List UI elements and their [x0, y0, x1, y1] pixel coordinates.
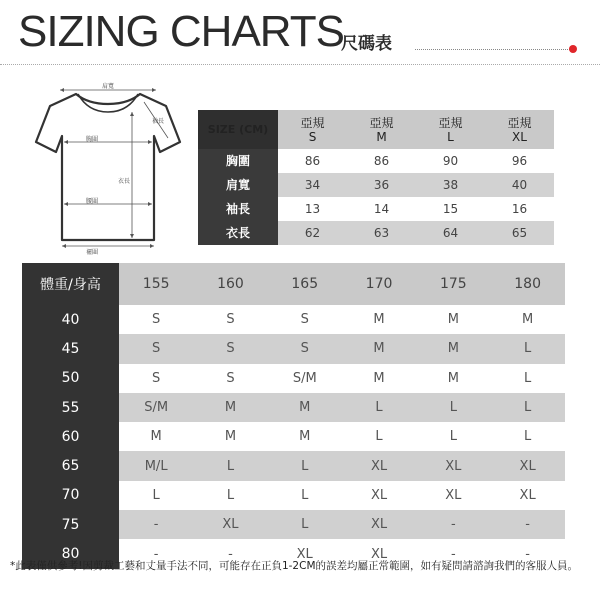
measurement-label: 衣長 — [198, 221, 278, 245]
table-cell: L — [301, 487, 309, 503]
table-cell: M — [224, 429, 237, 445]
table-cell: S — [193, 334, 267, 363]
table-cell: 16 — [511, 202, 528, 216]
weight-label: 55 — [22, 393, 119, 422]
weight-label: 45 — [22, 334, 119, 363]
table-row — [22, 510, 565, 539]
chest-label: 胸圍 — [86, 136, 99, 143]
table-cell: L — [490, 334, 564, 363]
table-cell: S/M — [119, 393, 193, 422]
table-cell: L — [268, 510, 342, 539]
table-row — [22, 305, 565, 334]
table-cell: 36 — [347, 173, 416, 197]
table-cell: M — [373, 370, 385, 386]
table-cell: L — [490, 393, 564, 422]
tshirt-outline-icon — [28, 72, 190, 257]
table-row — [22, 334, 565, 363]
disclaimer-note: *此表僅供參考!因剪裁工藝和丈量手法不同，可能存在正負1-2CM的誤差均屬正常範圍，如有疑問請諮詢我們的客服人員。 — [10, 560, 578, 572]
height-header: 155 — [119, 263, 193, 305]
table-cell: L — [193, 451, 267, 480]
table-row — [22, 422, 565, 451]
column-size-label: S — [308, 129, 317, 144]
table-cell: L — [342, 393, 416, 422]
table-row — [198, 149, 554, 173]
table-cell: XL — [445, 487, 462, 503]
height-header: 175 — [416, 263, 490, 305]
table-cell: 34 — [278, 173, 347, 197]
page-subtitle: 尺碼表 — [341, 34, 392, 54]
header-rule — [0, 64, 600, 65]
weight-label: 50 — [22, 364, 119, 393]
table-cell: M — [299, 429, 311, 445]
table-cell: 15 — [442, 202, 459, 216]
table-row — [198, 197, 554, 221]
size-recommendation-table — [22, 263, 565, 569]
table-cell: L — [416, 393, 490, 422]
height-header: 165 — [268, 263, 342, 305]
table-cell: XL — [342, 451, 416, 480]
length-label: 衣長 — [118, 178, 131, 185]
table-cell: L — [524, 429, 532, 445]
table-cell: 90 — [442, 154, 459, 168]
weight-label: 60 — [22, 422, 119, 451]
size-column-header — [485, 110, 554, 149]
table-cell: - — [153, 546, 159, 562]
table-cell: M/L — [119, 451, 193, 480]
table-cell: S — [300, 312, 309, 328]
column-size-label: L — [447, 129, 454, 144]
table-row — [22, 451, 565, 480]
table-cell: XL — [296, 546, 313, 562]
table-cell: 65 — [485, 221, 554, 245]
page-title: SIZING CHARTS — [18, 7, 345, 56]
height-header: 160 — [193, 263, 267, 305]
measurement-header-row — [198, 110, 554, 149]
column-region-label: 亞規 — [300, 115, 325, 130]
measurement-table — [198, 110, 554, 245]
table-cell: 14 — [373, 202, 390, 216]
size-column-header — [278, 110, 347, 149]
waist-label: 腰圍 — [86, 198, 99, 205]
table-cell: - — [228, 546, 233, 562]
size-column-header — [416, 110, 485, 149]
table-cell: XL — [370, 487, 388, 503]
height-header: 170 — [342, 263, 416, 305]
table-cell: XL — [370, 546, 388, 562]
weight-height-header: 體重/身高 — [22, 263, 119, 305]
table-cell: M — [447, 312, 459, 328]
table-cell: XL — [490, 451, 564, 480]
table-cell: L — [524, 370, 532, 386]
height-header: 180 — [490, 263, 564, 305]
table-cell: XL — [416, 451, 490, 480]
table-cell: 62 — [278, 221, 347, 245]
measurement-label: 胸圍 — [198, 149, 278, 173]
table-cell: S — [152, 312, 161, 328]
table-row — [198, 173, 554, 197]
measurement-rows — [198, 149, 554, 245]
table-cell: M — [373, 312, 385, 328]
accent-dot — [569, 45, 577, 53]
table-cell: L — [226, 487, 235, 503]
column-region-label: 亞規 — [507, 115, 532, 130]
table-cell: 38 — [416, 173, 485, 197]
table-cell: M — [268, 393, 342, 422]
table-cell: XL — [193, 510, 267, 539]
table-cell: S — [152, 370, 161, 386]
height-header-row — [22, 263, 565, 305]
table-cell: M — [522, 312, 534, 328]
table-cell: - — [416, 510, 490, 539]
sleeve-label: 袖長 — [152, 118, 165, 125]
hem-label: 襬圍 — [86, 249, 99, 256]
weight-label: 75 — [22, 510, 119, 539]
table-cell: M — [193, 393, 267, 422]
table-cell: S — [268, 334, 342, 363]
table-cell: S/M — [292, 370, 317, 386]
column-region-label: 亞規 — [438, 115, 463, 130]
table-cell: S — [226, 312, 235, 328]
weight-label: 70 — [22, 481, 119, 510]
table-cell: 86 — [304, 154, 321, 168]
table-cell: M — [150, 429, 162, 445]
column-size-label: M — [376, 129, 387, 144]
table-cell: M — [342, 334, 416, 363]
table-cell: L — [268, 451, 342, 480]
measurement-label: 袖長 — [198, 197, 278, 221]
table-cell: 86 — [373, 154, 390, 168]
measurement-label: 肩寬 — [198, 173, 278, 197]
table-cell: - — [525, 546, 530, 562]
table-row — [22, 364, 565, 393]
table-cell: 63 — [347, 221, 416, 245]
tshirt-diagram — [28, 72, 190, 257]
column-region-label: 亞規 — [369, 115, 394, 130]
column-size-label: XL — [512, 129, 527, 144]
table-cell: L — [152, 487, 160, 503]
weight-label: 80 — [22, 539, 119, 568]
recommendation-rows — [22, 305, 565, 569]
table-cell: S — [119, 334, 193, 363]
table-cell: 13 — [304, 202, 321, 216]
weight-label: 40 — [22, 305, 119, 334]
title-divider — [415, 49, 570, 50]
table-cell: L — [375, 429, 383, 445]
shoulder-label: 肩寬 — [102, 83, 115, 90]
table-cell: M — [447, 370, 459, 386]
table-cell: - — [119, 510, 193, 539]
table-cell: 40 — [485, 173, 554, 197]
table-row — [22, 481, 565, 510]
table-cell: 96 — [511, 154, 528, 168]
table-row — [198, 221, 554, 245]
table-cell: - — [490, 510, 564, 539]
table-cell: S — [226, 370, 235, 386]
weight-label: 65 — [22, 451, 119, 480]
table-cell: XL — [342, 510, 416, 539]
size-column-header — [347, 110, 416, 149]
size-cm-header: SIZE (CM) — [198, 110, 278, 149]
table-row — [22, 393, 565, 422]
table-cell: M — [416, 334, 490, 363]
table-cell: L — [449, 429, 457, 445]
table-cell: - — [450, 546, 456, 562]
table-cell: XL — [519, 487, 536, 503]
table-cell: 64 — [416, 221, 485, 245]
